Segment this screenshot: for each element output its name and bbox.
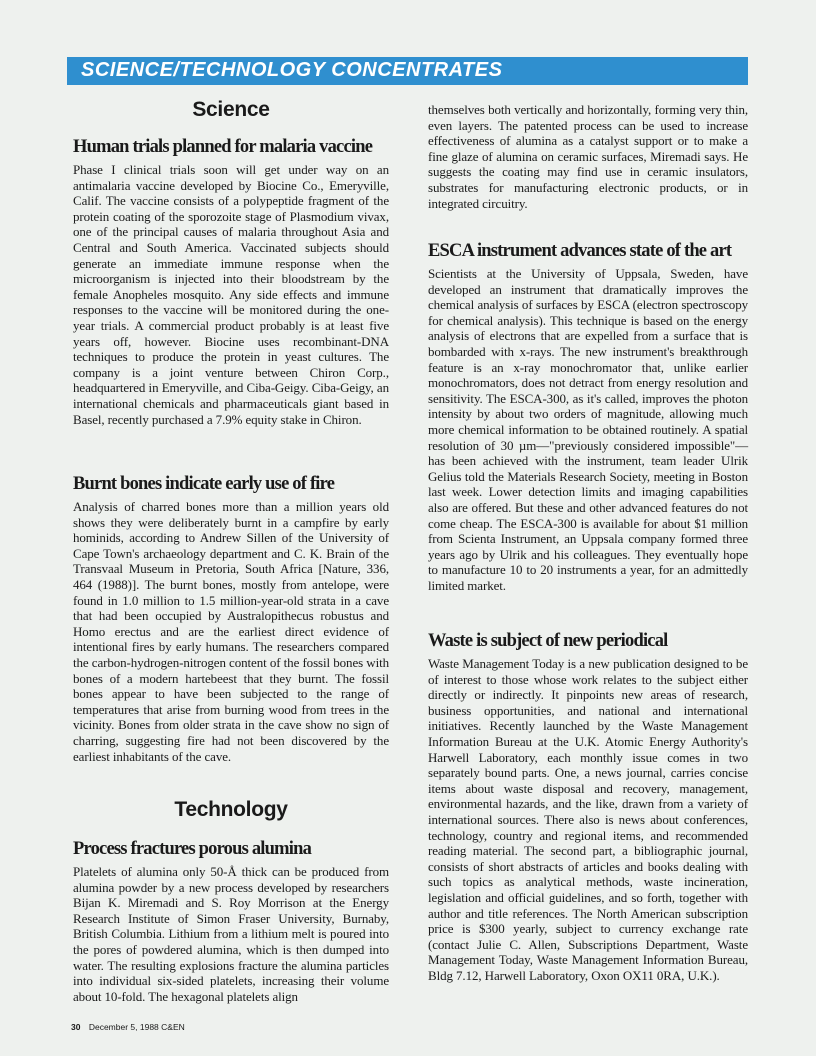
page-number: 30 (71, 1022, 81, 1032)
article-body: Analysis of charred bones more than a million years old shows they were deliberately burnt in a campfire by early hominids, according to Andrew Sillen of the University of Cape Town's archaeology department and C. K. Brain of the Transvaal Museum in Pretoria, South Africa [Nature, 336, 464 (1988)]. The burnt bones, mostly from antelope, were found in 1.0 million to 1.5 million-year-old strata in a cave that had been occupied by Australopithecus robustus and Homo erectus and are the earliest direct evidence of intentional fires by early humans. The researchers compared the carbon-hydrogen-nitrogen content of the fossil bones with bones of a modern hartebeest that they burnt. The fossil bones appear to have been subjected to the range of temperatures that arise from burning wood from trees in the vicinity. Bones from older strata in the cave show no sign of charring, suggesting fire had not been discovered by the earliest inhabitants of the cave. (73, 499, 389, 764)
article-body: Platelets of alumina only 50-Å thick can be produced from alumina powder by a new process developed by researchers Bijan K. Miremadi and S. Roy Morrison at the Energy Research Institute of Simon Fraser University, Burnaby, British Columbia. Lithium from a lithium melt is poured into the pores of powdered alumina, which is then dumped into water. The resulting explosions fracture the alumina particles into individual six-sided platelets, increasing their volume about 10-fold. The hexagonal platelets align (73, 864, 389, 1004)
article-body: Scientists at the University of Uppsala, Sweden, have developed an instrument that dramatically improves the chemical analysis of surfaces by ESCA (electron spectroscopy for chemical analysis). This technique is based on the energy analysis of electrons that are expelled from a surface that is bombarded with x-rays. The new instrument's breakthrough feature is an x-ray monochromator that, unlike earlier monochromators, does not detract from energy resolution and sensitivity. The ESCA-300, as it's called, improves the photon intensity by about two orders of magnitude, allowing much more chemical information to be obtained routinely. A spatial resolution of 30 µm—"previously considered impossible"—has been achieved with the instrument, team leader Ulrik Gelius told the Materials Research Society, meeting in Boston last week. Lower detection limits and imaging capabilities also are offered. But these and other advanced features do not come cheap. The ESCA-300 is available for about $1 million from Scienta Instrument, an Uppsala company formed three years ago by Ulrik and his colleagues. They eventually hope to manufacture 10 to 20 instruments a year, for an admittedly limited market. (428, 266, 748, 593)
issue-date: December 5, 1988 C&EN (88, 1022, 185, 1032)
article-headline: Process fractures porous alumina (73, 839, 312, 859)
article-body: Waste Management Today is a new publication designed to be of interest to those whose work relates to the subject either directly or indirectly. It pinpoints new areas of research, business opportunities, and national and international initiatives. Recently launched by the Waste Management Information Bureau at the U.K. Atomic Energy Authority's Harwell Laboratory, each monthly issue comes in two separately bound parts. One, a news journal, carries concise items about waste disposal and recovery, management, environmental hazards, and the like, drawn from a variety of international sources. There also is news about conferences, technology, country and regional items, and recommended reading material. The second part, a bibliographic journal, consists of short abstracts of articles and books dealing with such topics as analytical methods, waste incineration, legislation and official guidelines, and so forth, together with author and title references. The North American subscription price is $300 yearly, subject to currency exchange rate (contact Julie C. Allen, Subscriptions Department, Waste Management Today, Waste Management Information Bureau, Bldg 7.12, Harwell Laboratory, Oxon OX11 0RA, U.K.). (428, 656, 748, 983)
article-alumina-continued (428, 102, 748, 211)
article-burnt-bones (73, 473, 389, 764)
section-banner (67, 57, 748, 85)
article-alumina (73, 838, 389, 1004)
banner-title: SCIENCE/TECHNOLOGY CONCENTRATES (81, 59, 503, 81)
section-title-technology: Technology (174, 798, 288, 821)
section-title-science: Science (192, 98, 270, 121)
article-malaria (73, 136, 389, 427)
article-headline: ESCA instrument advances state of the art (428, 241, 732, 261)
article-esca (428, 240, 748, 593)
page-footer (71, 1022, 185, 1032)
article-headline: Human trials planned for malaria vaccine (73, 137, 373, 157)
article-body-continued: themselves both vertically and horizontally, forming very thin, even layers. The patented process can be used to increase effectiveness of alumina as a catalyst support or to make a fine glaze of alumina on ceramic surfaces, Miremadi says. He suggests the coating may find use in ceramic insulators, substrates for manufacturing electronic products, or in integrated circuitry. (428, 102, 748, 211)
article-body: Phase I clinical trials soon will get under way on an antimalaria vaccine developed by Biocine Co., Emeryville, Calif. The vaccine consists of a polypeptide fragment of the protein coating of the sporozoite stage of Plasmodium vivax, one of the principal causes of malaria throughout Asia and Central and South America. Vaccinated subjects should generate an immediate immune response when the microorganism is injected into their bloodstream by the female Anopheles mosquito. Any side effects and immune responses to the vaccine will be monitored during the one-year trials. A commercial product probably is at least five years off, however. Biocine uses recombinant-DNA techniques to produce the protein in yeast cultures. The company is a joint venture between Chiron Corp., headquartered in Emeryville, and Ciba-Geigy. Ciba-Geigy, an international chemicals and pharmaceuticals giant based in Basel, recently purchased a 7.9% equity stake in Chiron. (73, 162, 389, 427)
article-headline: Burnt bones indicate early use of fire (73, 474, 335, 494)
article-waste (428, 630, 748, 983)
article-headline: Waste is subject of new periodical (428, 631, 668, 651)
